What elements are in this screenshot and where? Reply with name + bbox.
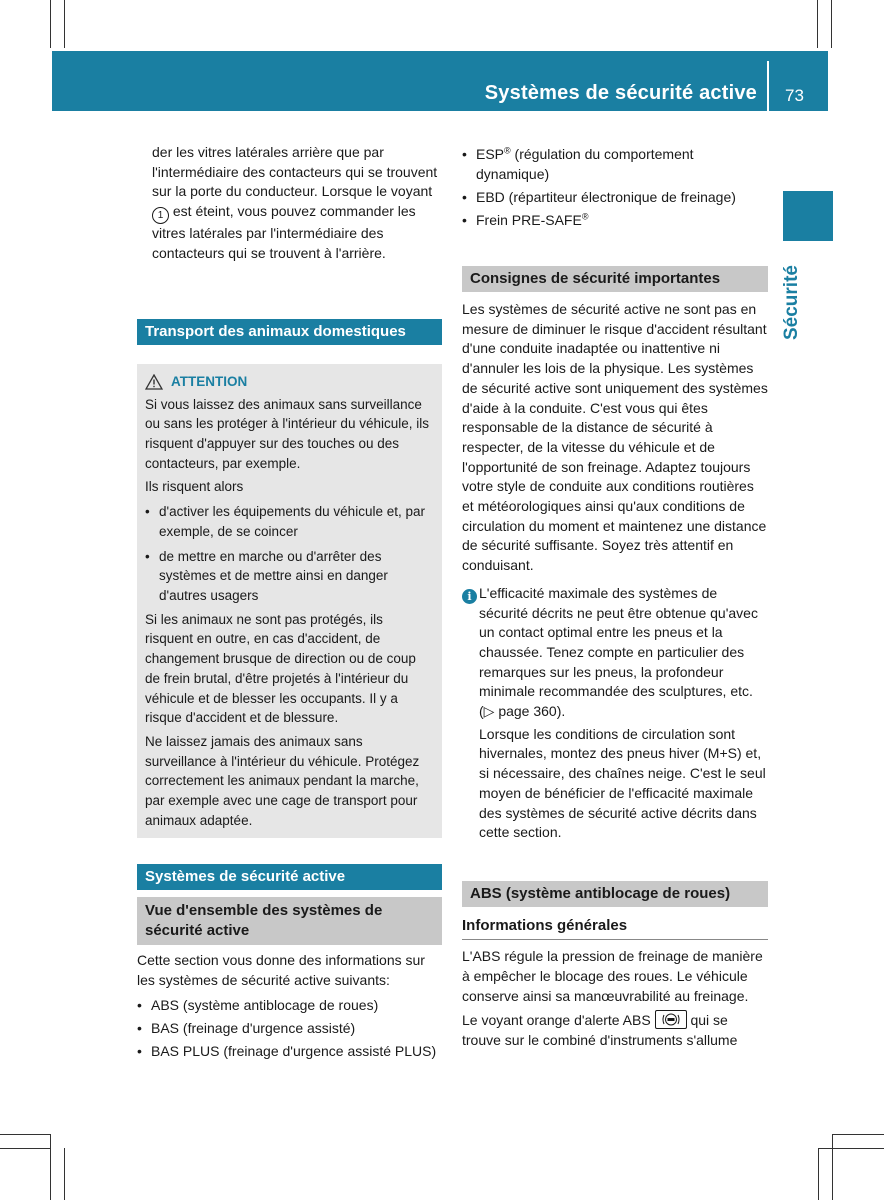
crop-mark	[50, 0, 51, 48]
header-divider	[767, 61, 769, 111]
warning-p1: Si vous laissez des animaux sans surveillance ou sans les protéger à l'intérieur du véhicule, ils risquent d'appuyer sur des touches ou des contacteurs, par exemple.	[145, 396, 429, 471]
crop-mark	[831, 0, 832, 48]
warning-bullet-text: d'activer les équipements du véhicule et, par exemple, de se coincer	[159, 504, 425, 539]
abs-p2-end: qui se trouve sur le combiné d'instruments s'allume	[462, 1012, 738, 1048]
warning-bullet-text: de mettre en marche ou d'arrêter des systèmes et de mettre ainsi en danger d'autres usagers	[159, 548, 388, 604]
overview-bullet: • ABS (système antiblocage de roues)	[137, 997, 379, 1013]
system-bullet: • Frein PRE-SAFE®	[462, 211, 589, 228]
info-p1: L'efficacité maximale des systèmes de sécurité décrits ne peut être obtenue qu'avec un contact optimal entre les pneus et la chaussée. Tenez compte en particulier des remarques sur les pneus, la profondeur minimale recommandée des sculptures, etc. (▷ page 360).	[479, 584, 758, 720]
crop-mark	[832, 1134, 833, 1200]
overview-bullet-text: ABS (système antiblocage de roues)	[151, 997, 379, 1013]
subheading-general: Informations générales	[462, 916, 768, 940]
animals-section	[137, 319, 442, 345]
page-title: Systèmes de sécurité active	[484, 82, 757, 104]
section-heading-abs: ABS (système antiblocage de roues)	[462, 881, 768, 907]
crop-mark	[64, 1148, 65, 1200]
overview-bullet: • BAS (freinage d'urgence assisté)	[137, 1020, 356, 1036]
crop-mark	[817, 0, 818, 48]
intro-text-end: est éteint, vous pouvez commander les vitres latérales par l'intermédiaire des contacteurs qui se trouvent à l'arrière.	[152, 203, 416, 261]
section-heading-active: Systèmes de sécurité active	[137, 864, 442, 890]
chapter-label: Sécurité	[781, 265, 802, 340]
crop-mark	[0, 1148, 50, 1149]
active-section	[137, 864, 442, 1061]
warning-triangle-icon	[145, 374, 163, 390]
warning-p2: Ils risquent alors	[145, 478, 244, 494]
system-bullet-text: Frein PRE-SAFE®	[476, 211, 589, 228]
abs-p2-start: Le voyant orange d'alerte ABS	[462, 1012, 651, 1028]
left-column	[152, 143, 442, 264]
crop-mark	[0, 1134, 50, 1135]
info-p2: Lorsque les conditions de circulation sont hivernales, montez des pneus hiver (M+S) et, si nécessaire, des chaînes neige. C'est le seul moyen de bénéficier de l'efficacité maximale des systèmes de sécurité active décrits dans cette section.	[479, 725, 766, 841]
crop-mark	[818, 1148, 819, 1200]
section-heading-animals: Transport des animaux domestiques	[137, 319, 442, 345]
warning-header	[145, 372, 434, 392]
section-heading-safety: Consignes de sécurité importantes	[462, 266, 768, 292]
overview-text: Cette section vous donne des informations sur les systèmes de sécurité active suivants:	[137, 952, 425, 988]
intro-paragraph	[152, 143, 442, 264]
system-bullet: • ESP® (régulation du comportement dynamique)	[462, 144, 768, 184]
warning-box	[137, 364, 442, 838]
warning-title: ATTENTION	[171, 374, 248, 389]
info-icon: i	[462, 589, 477, 604]
page-number: 73	[785, 86, 804, 105]
warning-p3: Si les animaux ne sont pas protégés, ils risquent en outre, en cas d'accident, de changement brusque de direction ou de coup de frein brutal, d'être projetés à l'intérieur du véhicule et de blesser les occupants. Il y a risque d'accident et de blessure.	[145, 611, 416, 726]
crop-mark	[64, 0, 65, 48]
chapter-tab	[783, 191, 833, 241]
right-column	[462, 144, 768, 230]
overview-bullet-text: BAS PLUS (freinage d'urgence assisté PLUS)	[151, 1043, 437, 1059]
warning-bullet: • de mettre en marche ou d'arrêter des systèmes et de mettre ainsi en danger d'autres usagers	[145, 547, 434, 606]
crop-mark	[818, 1148, 884, 1149]
intro-text: der les vitres latérales arrière que par l'intermédiaire des contacteurs qui se trouvent sur la porte du conducteur. Lorsque le voyant	[152, 144, 438, 200]
safety-section	[462, 266, 768, 843]
crop-mark	[832, 1134, 884, 1135]
crop-mark	[50, 1134, 51, 1200]
info-note	[462, 584, 768, 843]
abs-paragraph-2	[462, 1010, 768, 1050]
warning-p4: Ne laissez jamais des animaux sans surveillance à l'intérieur du véhicule. Protégez correctement les animaux pendant la marche, par exemple avec une cage de transport pour animaux adaptée.	[145, 733, 420, 828]
subsection-heading-overview: Vue d'ensemble des systèmes de sécurité active	[137, 897, 442, 945]
system-bullet-text: ESP® (régulation du comportement dynamique)	[476, 145, 694, 182]
overview-bullet-text: BAS (freinage d'urgence assisté)	[151, 1020, 356, 1036]
warning-bullet: • d'activer les équipements du véhicule et, par exemple, de se coincer	[145, 502, 434, 541]
indicator-1-icon: 1	[152, 207, 169, 224]
system-bullet: • EBD (répartiteur électronique de freinage)	[462, 189, 736, 205]
abs-warning-icon	[655, 1010, 687, 1029]
abs-section	[462, 881, 768, 1050]
abs-paragraph-1: L'ABS régule la pression de freinage de manière à empêcher le blocage des roues. Le véhicule conserve ainsi sa manœuvrabilité au freinage.	[462, 948, 763, 1004]
system-bullet-text: EBD (répartiteur électronique de freinage)	[476, 189, 736, 205]
overview-bullet: • BAS PLUS (freinage d'urgence assisté PLUS)	[137, 1043, 437, 1059]
safety-text: Les systèmes de sécurité active ne sont pas en mesure de diminuer le risque d'accident résultant d'une conduite inadaptée ou inattentive ni d'annuler les lois de la physique. Les systèmes de sécurité active sont uniquement des systèmes d'aide à la conduite. C'est vous qui êtes responsable de la distance de sécurité à respecter, de la vitesse du véhicule et de l'opportunité de son freinage. Adaptez toujours votre style de conduite aux conditions routières et météorologiques ainsi qu'aux conditions de circulation du moment et maintenez une distance de sécurité suffisante. Soyez très attentif en conduisant.	[462, 301, 768, 574]
